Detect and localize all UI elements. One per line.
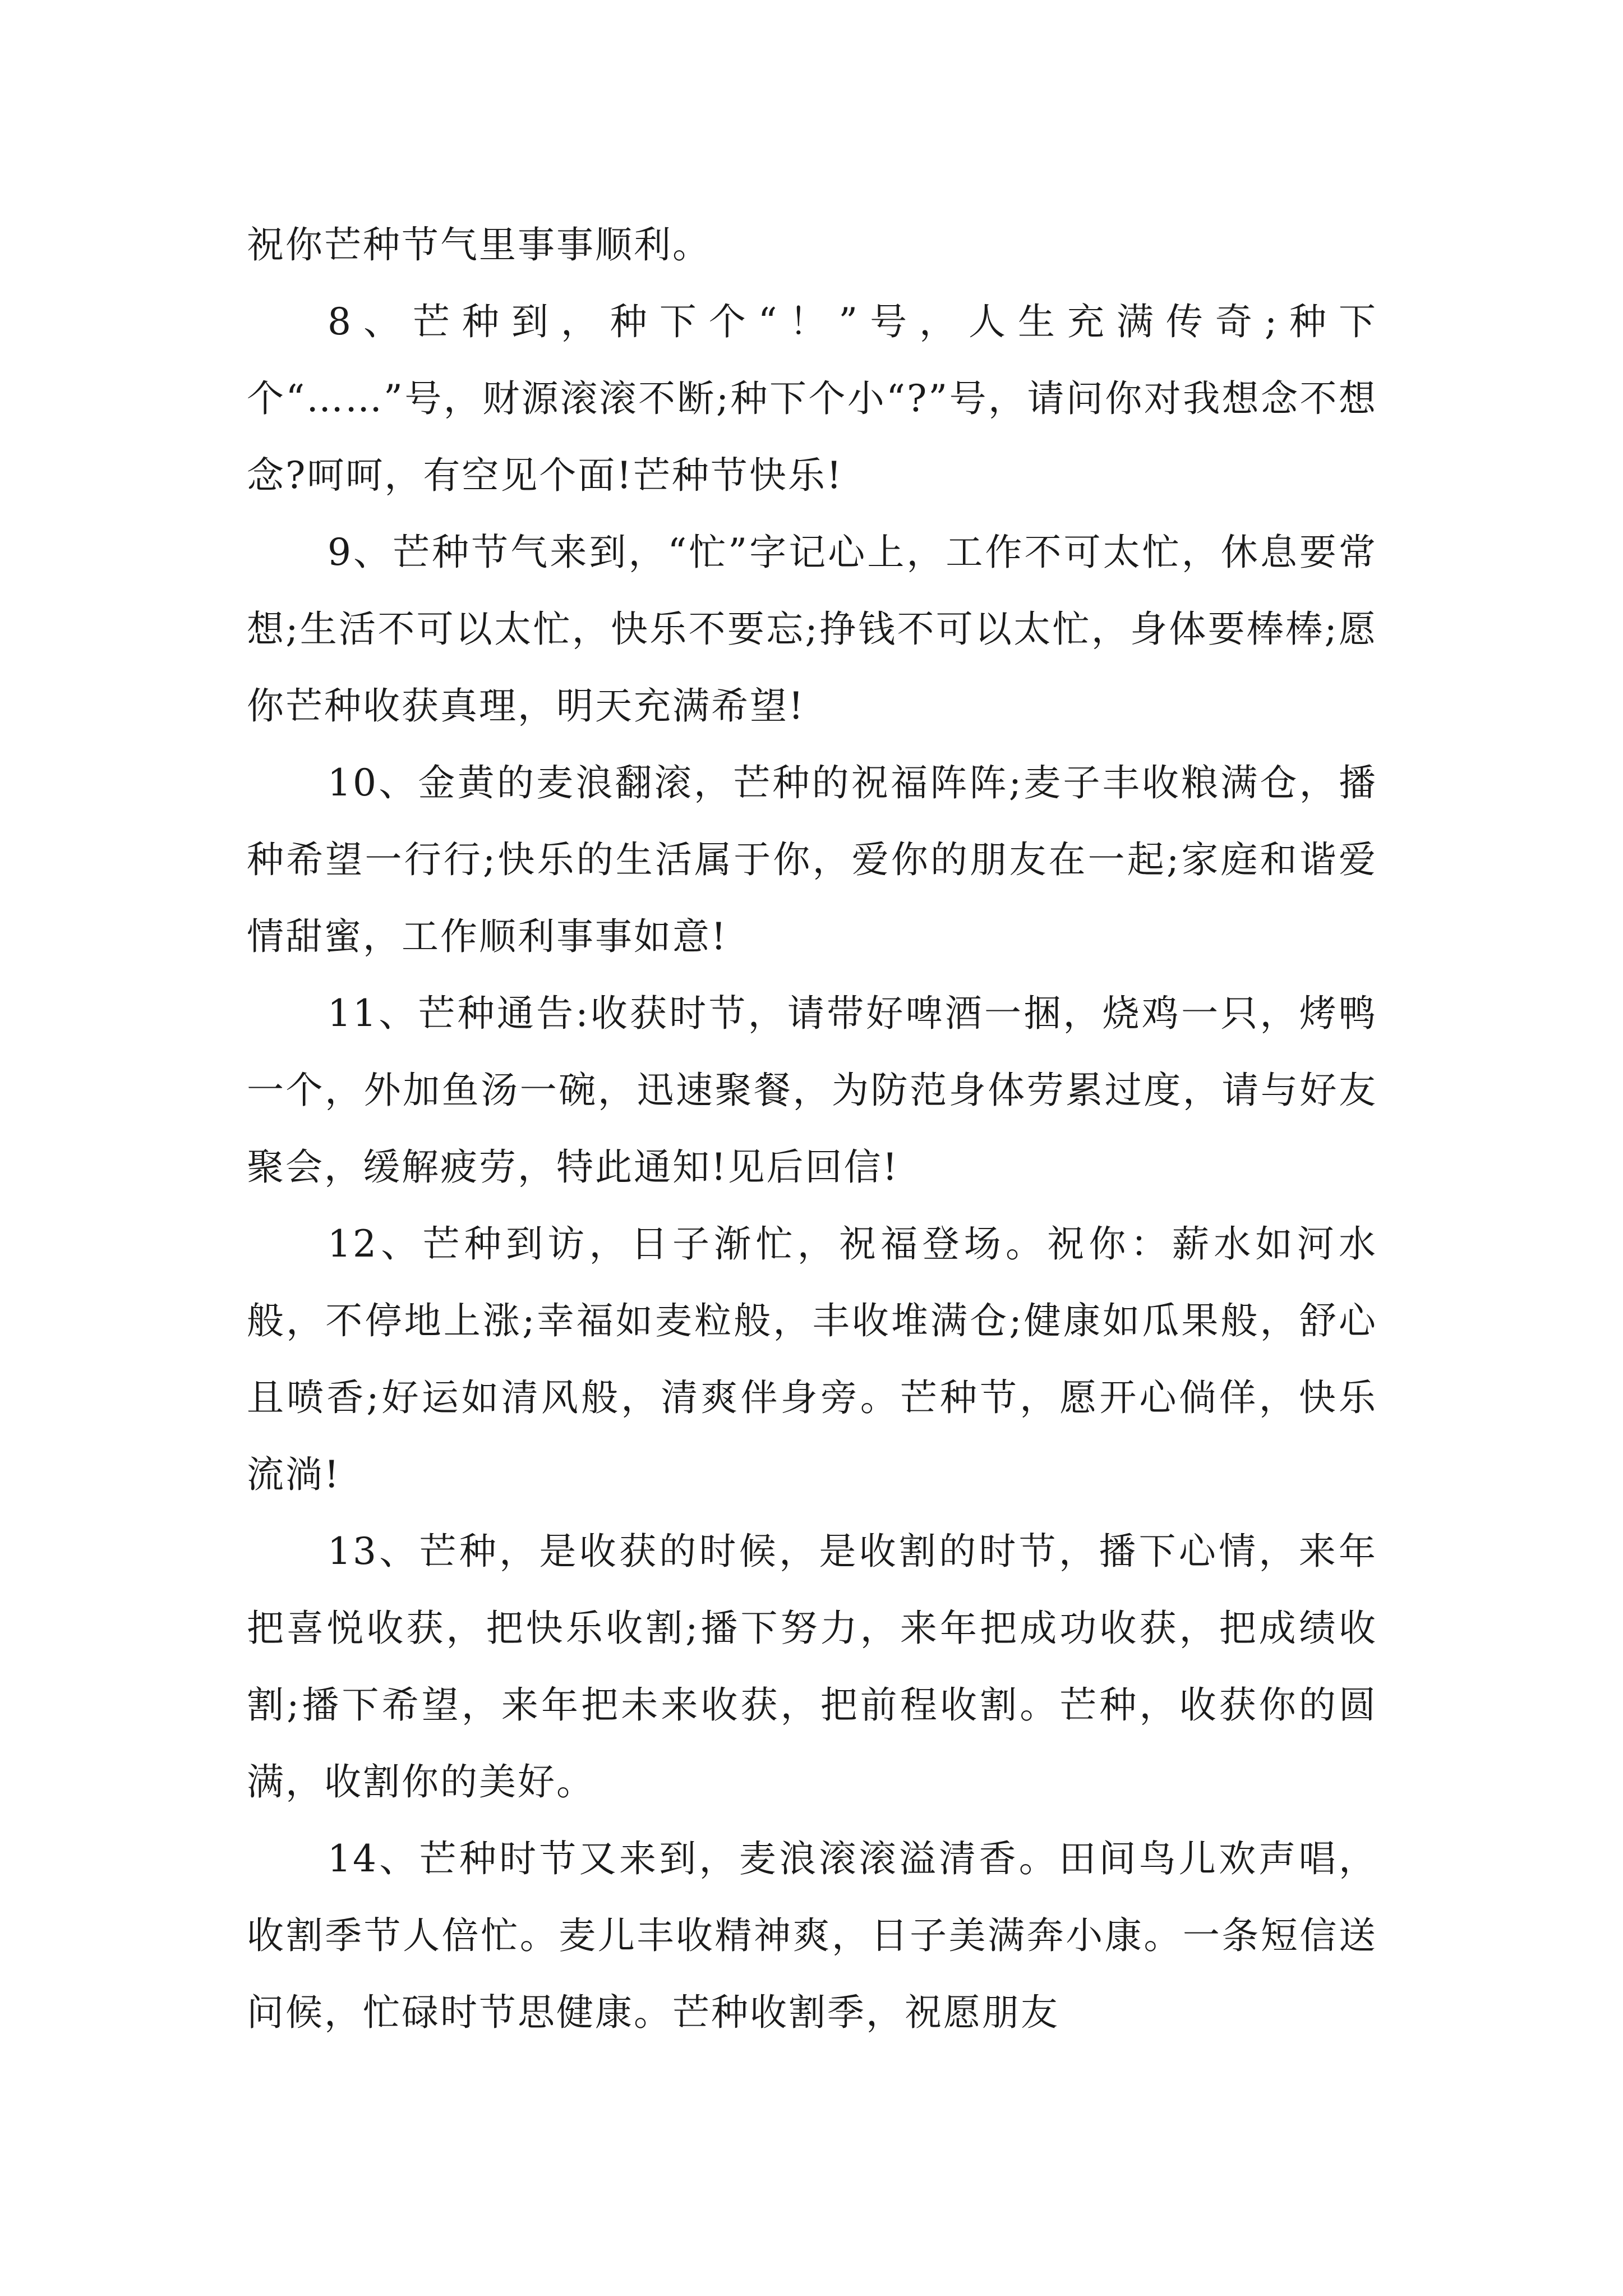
paragraph-10: 10、金黄的麦浪翻滚，芒种的祝福阵阵;麦子丰收粮满仓，播种希望一行行;快乐的生活属于你，爱你的朋友在一起;家庭和谐爱情甜蜜，工作顺利事事如意! xyxy=(247,761,1377,958)
paragraph-12: 12、芒种到访，日子渐忙，祝福登场。祝你：薪水如河水般，不停地上涨;幸福如麦粒般，丰收堆满仓;健康如瓜果般，舒心且喷香;好运如清风般，清爽伴身旁。芒种节，愿开心倘佯，快乐流淌! xyxy=(247,1222,1377,1496)
paragraph-8: 8、芒种到，种下个“！”号，人生充满传奇;种下个“……”号，财源滚滚不断;种下个小“?”号，请问你对我想念不想念?呵呵，有空见个面!芒种节快乐! xyxy=(247,300,1377,497)
paragraph-13: 13、芒种，是收获的时候，是收割的时节，播下心情，来年把喜悦收获，把快乐收割;播下努力，来年把成功收获，把成绩收割;播下希望，来年把未来收获，把前程收割。芒种，收获你的圆满，收割你的美好。 xyxy=(247,1530,1377,1803)
paragraph-11: 11、芒种通告:收获时节，请带好啤酒一捆，烧鸡一只，烤鸭一个，外加鱼汤一碗，迅速聚餐，为防范身体劳累过度，请与好友聚会，缓解疲劳，特此通知!见后回信! xyxy=(247,992,1377,1189)
paragraph-14: 14、芒种时节又来到，麦浪滚滚溢清香。田间鸟儿欢声唱，收割季节人倍忙。麦儿丰收精神爽，日子美满奔小康。一条短信送问候，忙碌时节思健康。芒种收割季，祝愿朋友 xyxy=(247,1837,1377,2034)
document-body xyxy=(247,206,1377,2051)
paragraph-continued: 祝你芒种节气里事事顺利。 xyxy=(247,223,711,266)
paragraph-9: 9、芒种节气来到，“忙”字记心上，工作不可太忙，休息要常想;生活不可以太忙，快乐不要忘;挣钱不可以太忙，身体要棒棒;愿你芒种收获真理，明天充满希望! xyxy=(247,531,1377,728)
